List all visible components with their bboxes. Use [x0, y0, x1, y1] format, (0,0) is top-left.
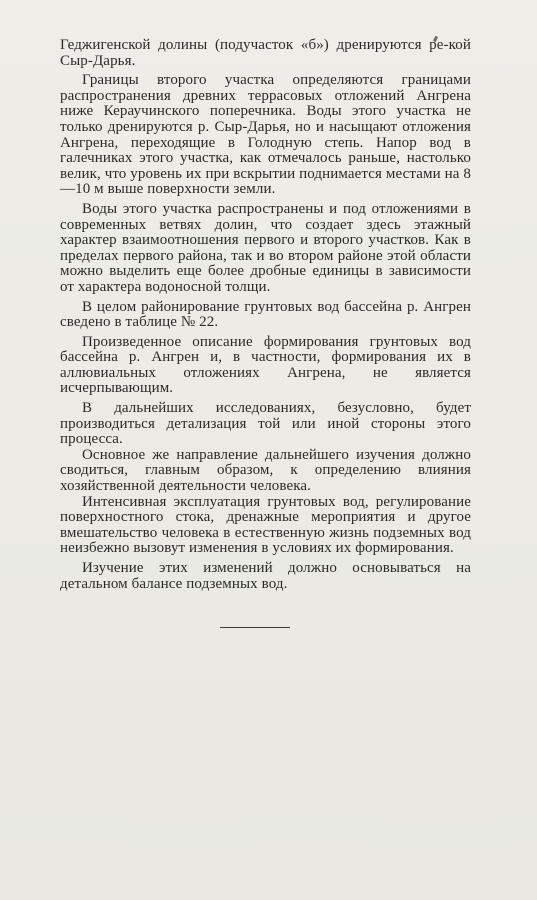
paragraph-8: Интенсивная эксплуатация грунтовых вод, регулирование поверхностного стока, дренажные мероприятия и другое вмешательство человека в естественную жизнь подземных вод неизбежно вызовут изменения в условиях их формирования.	[60, 493, 471, 557]
paragraph-7: Основное же направление дальнейшего изучения должно сводиться, главным образом, к определению влияния хозяйственной деятельности человека.	[60, 446, 471, 495]
body-text	[60, 38, 471, 596]
paragraph-1: Геджигенской долины (подучасток «б») дренируются ре-кой Сыр-Дарья.	[60, 37, 471, 69]
paragraph-4: В целом районирование грунтовых вод бассейна р. Ангрен сведено в таблице № 22.	[60, 298, 471, 331]
paragraph-9: Изучение этих изменений должно основываться на детальном балансе подземных вод.	[60, 560, 471, 592]
paragraph-6: В дальнейших исследованиях, безусловно, будет производиться детализация той или иной стороны этого процесса.	[60, 400, 471, 448]
end-rule	[220, 627, 290, 628]
paragraph-2: Границы второго участка определяются границами распространения древних террасовых отложений Ангрена ниже Кераучинского поперечника. Воды этого участка не только дренируются р. Сыр-Дарья, но и насыщают отложения Ангрена, переходящие в Голодную степь. Напор вод в галечниках этого участка, как отмечалось раньше, настолько велик, что уровень их при вскрытии поднимается местами на 8—10 м выше поверхности земли.	[60, 72, 471, 198]
paragraph-3: Воды этого участка распространены и под отложениями в современных ветвях долин, что создает здесь этажный характер взаимоотношения первого и второго участков. Как в пределах первого района, так и во втором районе этой области можно выделить еще более дробные единицы в зависимости от характера водоносной толщи.	[60, 200, 471, 295]
paragraph-5: Произведенное описание формирования грунтовых вод бассейна р. Ангрен и, в частности, формирования их в аллювиальных отложениях Ангрена, не является исчерпывающим.	[60, 333, 471, 397]
